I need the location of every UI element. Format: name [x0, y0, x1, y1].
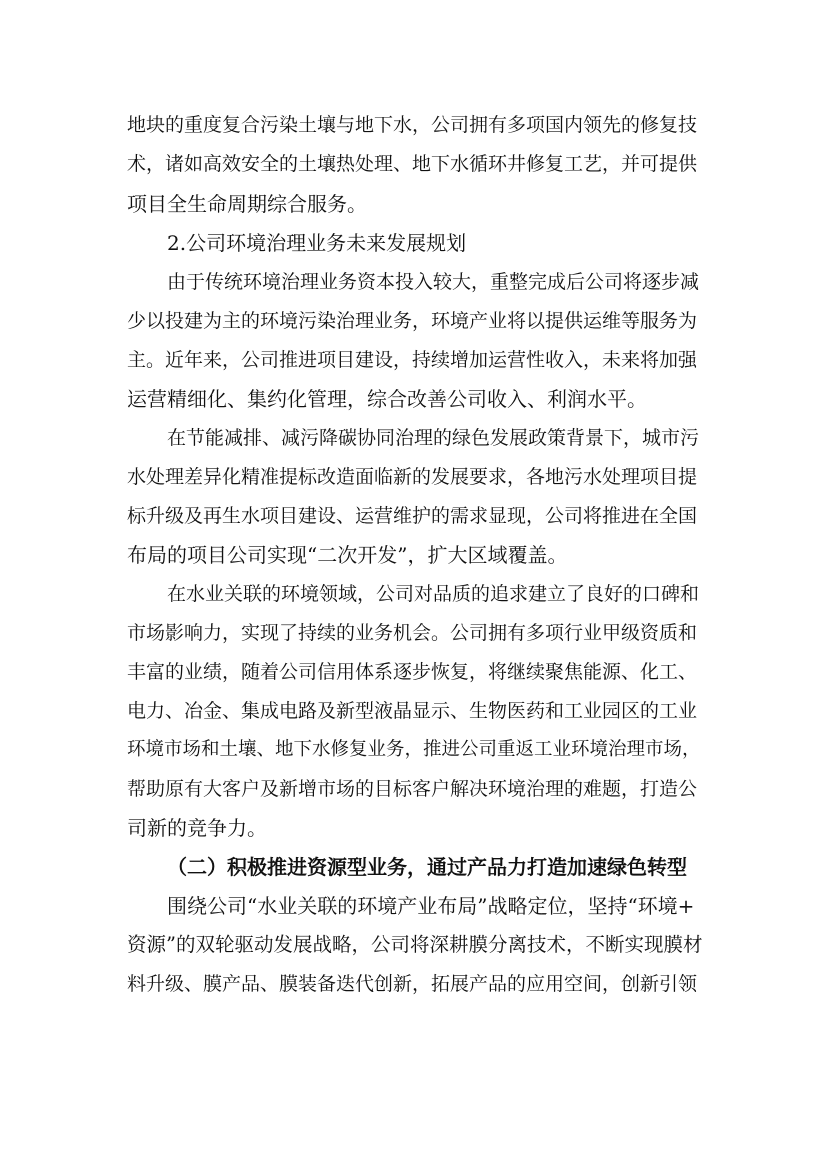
- line-text: 司新的竞争力。: [127, 816, 267, 840]
- section-heading: [0, 852, 826, 882]
- body-line: [0, 813, 826, 843]
- body-line: [0, 657, 826, 687]
- line-text: 布局的项目公司实现“二次开发”，扩大区域覆盖。: [127, 543, 568, 567]
- body-line: [0, 696, 826, 726]
- line-text: 丰富的业绩，随着公司信用体系逐步恢复，将继续聚焦能源、化工、: [127, 661, 698, 683]
- body-line: [0, 149, 826, 179]
- line-text: 帮助原有大客户及新增市场的目标客户解决环境治理的难题，打造公: [127, 778, 698, 800]
- line-text: 环境市场和土壤、地下水修复业务，推进公司重返工业环境治理市场，: [127, 739, 701, 760]
- body-line: [0, 735, 826, 765]
- section-subheading: [0, 228, 826, 258]
- body-line: [0, 384, 826, 414]
- paragraph-first-line: [0, 267, 826, 297]
- line-text: 主。近年来，公司推进项目建设，持续增加运营性收入，未来将加强: [127, 349, 698, 371]
- body-line: [0, 501, 826, 531]
- line-text: 少以投建为主的环境污染治理业务，环境产业将以提供运维等服务为: [127, 310, 698, 332]
- body-line: [0, 774, 826, 804]
- paragraph-first-line: [0, 423, 826, 453]
- line-text: 地块的重度复合污染土壤与地下水，公司拥有多项国内领先的修复技: [127, 114, 698, 136]
- line-text: 由于传统环境治理业务资本投入较大，重整完成后公司将逐步减: [167, 271, 700, 293]
- line-text: 料升级、膜产品、膜装备迭代创新，拓展产品的应用空间，创新引领: [127, 973, 698, 995]
- body-line: [0, 540, 826, 570]
- line-text: 项目全生命周期综合服务。: [127, 192, 367, 216]
- paragraph-first-line: [0, 891, 826, 921]
- line-text: （二）积极推进资源型业务，通过产品力打造加速绿色转型: [167, 855, 687, 879]
- paragraph-first-line: [0, 579, 826, 609]
- line-text: 在水业关联的环境领域，公司对品质的追求建立了良好的口碑和: [167, 583, 700, 605]
- body-line: [0, 345, 826, 375]
- body-line: [0, 110, 826, 140]
- body-line: [0, 930, 826, 960]
- body-line: [0, 969, 826, 999]
- body-line: [0, 618, 826, 648]
- body-line: [0, 306, 826, 336]
- line-text: 水处理差异化精准提标改造面临新的发展要求，各地污水处理项目提: [127, 466, 698, 488]
- line-text: 市场影响力，实现了持续的业务机会。公司拥有多项行业甲级资质和: [127, 622, 698, 644]
- line-text: 电力、冶金、集成电路及新型液晶显示、生物医药和工业园区的工业: [127, 700, 698, 722]
- line-text: 2.公司环境治理业务未来发展规划: [167, 231, 467, 255]
- body-line: [0, 189, 826, 219]
- line-text: 资源”的双轮驱动发展战略，公司将深耕膜分离技术，不断实现膜材: [127, 933, 703, 956]
- body-line: [0, 462, 826, 492]
- line-text: 运营精细化、集约化管理，综合改善公司收入、利润水平。: [127, 387, 647, 411]
- line-text: 术，诸如高效安全的土壤热处理、地下水循环井修复工艺，并可提供: [127, 153, 698, 175]
- line-text: 在节能减排、减污降碳协同治理的绿色发展政策背景下，城市污: [167, 427, 700, 449]
- line-text: 围绕公司“水业关联的环境产业布局”战略定位，坚持“环境+: [167, 894, 695, 918]
- line-text: 标升级及再生水项目建设、运营维护的需求显现，公司将推进在全国: [127, 505, 698, 527]
